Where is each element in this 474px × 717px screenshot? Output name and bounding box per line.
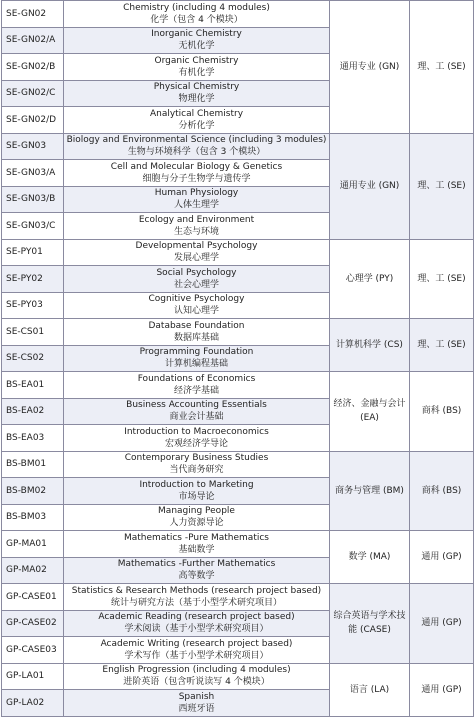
subject-category: 语言 (LA) [330, 663, 410, 716]
course-name-zh: 计算机编程基础 [164, 359, 228, 370]
course-name-en: Database Foundation [148, 320, 245, 331]
course-code: GP-LA02 [2, 690, 64, 717]
course-code: BS-BM01 [2, 451, 64, 478]
course-code: GP-MA02 [2, 557, 64, 584]
course-name-en: Foundations of Economics [137, 373, 256, 384]
course-name-en: Human Physiology [154, 188, 239, 199]
course-code: BS-EA01 [2, 372, 64, 399]
course-name [64, 345, 330, 372]
course-name-zh: 生态与环境 [173, 226, 219, 237]
course-name-en: Managing People [158, 506, 235, 517]
course-name-en: Statistics & Research Methods (research project based) [71, 585, 322, 596]
course-name [64, 398, 330, 425]
course-code: SE-GN02/D [2, 107, 64, 134]
course-name [64, 133, 330, 160]
subject-category: 通用专业 (GN) [330, 133, 410, 239]
discipline: 通用 (GP) [410, 663, 474, 716]
course-name-zh: 高等数学 [178, 571, 215, 582]
course-code: SE-GN02/C [2, 80, 64, 107]
course-name-zh: 人体生理学 [173, 200, 219, 211]
course-name-en: Spanish [178, 691, 215, 702]
course-name-en: Programming Foundation [139, 347, 254, 358]
course-code: GP-CASE01 [2, 584, 64, 611]
course-name-zh: 宏观经济学导论 [164, 438, 228, 449]
course-code: SE-GN03 [2, 133, 64, 160]
course-name-en: English Progression (including 4 modules) [102, 665, 291, 676]
course-name [64, 451, 330, 478]
subject-category: 计算机科学 (CS) [330, 319, 410, 372]
course-code: SE-PY01 [2, 239, 64, 266]
course-name-zh: 商业会计基础 [169, 412, 224, 423]
course-name-en: Mathematics -Pure Mathematics [124, 532, 269, 543]
course-name-zh: 认知心理学 [173, 306, 219, 317]
course-name-en: Introduction to Marketing [139, 479, 254, 490]
discipline: 商科 (BS) [410, 451, 474, 531]
course-name-en: Developmental Psychology [135, 241, 258, 252]
course-name-zh: 当代商务研究 [169, 465, 224, 476]
course-code: SE-GN03/C [2, 213, 64, 240]
course-name-en: Inorganic Chemistry [151, 29, 242, 40]
course-name-zh: 进阶英语（包含听说读写 4 个模块） [123, 677, 270, 688]
course-name-zh: 经济学基础 [173, 385, 219, 396]
table-row [2, 451, 474, 478]
course-name-en: Organic Chemistry [154, 55, 239, 66]
course-name-zh: 基础数学 [178, 544, 215, 555]
course-name [64, 292, 330, 319]
subject-category: 通用专业 (GN) [330, 1, 410, 134]
course-name [64, 80, 330, 107]
course-name-en: Social Psychology [156, 267, 237, 278]
course-name-zh: 社会心理学 [173, 279, 219, 290]
course-name [64, 663, 330, 690]
table-row [2, 372, 474, 399]
course-code: SE-CS02 [2, 345, 64, 372]
table-row [2, 531, 474, 558]
course-name [64, 557, 330, 584]
course-name-zh: 有机化学 [178, 67, 215, 78]
course-name-zh: 人力资源导论 [169, 518, 224, 529]
course-name-en: Business Accounting Essentials [126, 400, 267, 411]
course-name [64, 54, 330, 81]
course-name [64, 160, 330, 187]
discipline: 商科 (BS) [410, 372, 474, 452]
course-name [64, 239, 330, 266]
course-code: BS-BM03 [2, 504, 64, 531]
subject-category: 经济、金融与会计 (EA) [330, 372, 410, 452]
course-name-en: Mathematics -Further Mathematics [117, 559, 276, 570]
course-name [64, 186, 330, 213]
course-name-zh: 统计与研究方法（基于小型学术研究项目） [110, 597, 282, 608]
course-name [64, 690, 330, 717]
table-row [2, 663, 474, 690]
subject-category: 商务与管理 (BM) [330, 451, 410, 531]
course-name [64, 425, 330, 452]
course-name-zh: 学术阅读（基于小型学术研究项目） [124, 624, 269, 635]
discipline: 理、工 (SE) [410, 239, 474, 319]
course-name-en: Introduction to Macroeconomics [124, 426, 269, 437]
course-name-zh: 数据库基础 [173, 332, 219, 343]
course-name-en: Contemporary Business Studies [124, 453, 269, 464]
table-row [2, 133, 474, 160]
course-code: GP-LA01 [2, 663, 64, 690]
course-code: SE-PY03 [2, 292, 64, 319]
course-code: SE-CS01 [2, 319, 64, 346]
course-name-en: Ecology and Environment [138, 214, 255, 225]
course-name [64, 504, 330, 531]
course-name-en: Physical Chemistry [153, 82, 240, 93]
course-name-en: Academic Writing (research project based) [100, 638, 293, 649]
course-name-en: Biology and Environmental Science (including 3 modules) [66, 135, 327, 146]
course-name-zh: 学术写作（基于小型学术研究项目） [124, 650, 269, 661]
course-name-zh: 市场导论 [178, 491, 215, 502]
course-name [64, 610, 330, 637]
course-name [64, 107, 330, 134]
table-row [2, 584, 474, 611]
course-name-en: Cell and Molecular Biology & Genetics [110, 161, 283, 172]
discipline: 理、工 (SE) [410, 133, 474, 239]
table-row [2, 1, 474, 28]
discipline: 通用 (GP) [410, 584, 474, 664]
course-name-zh: 细胞与分子生物学与遗传学 [142, 173, 251, 184]
table-row [2, 239, 474, 266]
course-name [64, 584, 330, 611]
course-name-zh: 生物与环境科学（包含 3 个模块） [127, 147, 266, 158]
course-name [64, 372, 330, 399]
course-code: SE-GN03/A [2, 160, 64, 187]
course-code: BS-EA03 [2, 425, 64, 452]
course-name-zh: 西班牙语 [178, 703, 215, 714]
course-code: GP-CASE02 [2, 610, 64, 637]
course-code: GP-MA01 [2, 531, 64, 558]
course-name-zh: 分析化学 [178, 120, 215, 131]
course-name-zh: 发展心理学 [173, 253, 219, 264]
discipline: 理、工 (SE) [410, 1, 474, 134]
course-name-zh: 物理化学 [178, 94, 215, 105]
course-code: SE-GN02/A [2, 27, 64, 54]
course-code: SE-GN02/B [2, 54, 64, 81]
discipline: 通用 (GP) [410, 531, 474, 584]
course-code: BS-BM02 [2, 478, 64, 505]
course-code: BS-EA02 [2, 398, 64, 425]
course-name-zh: 化学（包含 4 个模块） [150, 14, 243, 25]
discipline: 理、工 (SE) [410, 319, 474, 372]
table-row [2, 319, 474, 346]
course-name-en: Cognitive Psychology [148, 294, 245, 305]
course-table [1, 0, 474, 717]
course-name-zh: 无机化学 [178, 41, 215, 52]
course-name [64, 478, 330, 505]
course-name-en: Chemistry (including 4 modules) [123, 2, 270, 13]
course-name [64, 319, 330, 346]
subject-category: 数学 (MA) [330, 531, 410, 584]
course-name-en: Analytical Chemistry [149, 108, 244, 119]
course-name [64, 1, 330, 28]
subject-category: 心理学 (PY) [330, 239, 410, 319]
course-name [64, 213, 330, 240]
course-name [64, 266, 330, 293]
course-code: SE-GN03/B [2, 186, 64, 213]
course-code: SE-PY02 [2, 266, 64, 293]
subject-category: 综合英语与学术技能 (CASE) [330, 584, 410, 664]
course-name [64, 531, 330, 558]
course-name [64, 637, 330, 664]
course-name-en: Academic Reading (research project based) [98, 612, 295, 623]
course-code: GP-CASE03 [2, 637, 64, 664]
course-code: SE-GN02 [2, 1, 64, 28]
course-name [64, 27, 330, 54]
